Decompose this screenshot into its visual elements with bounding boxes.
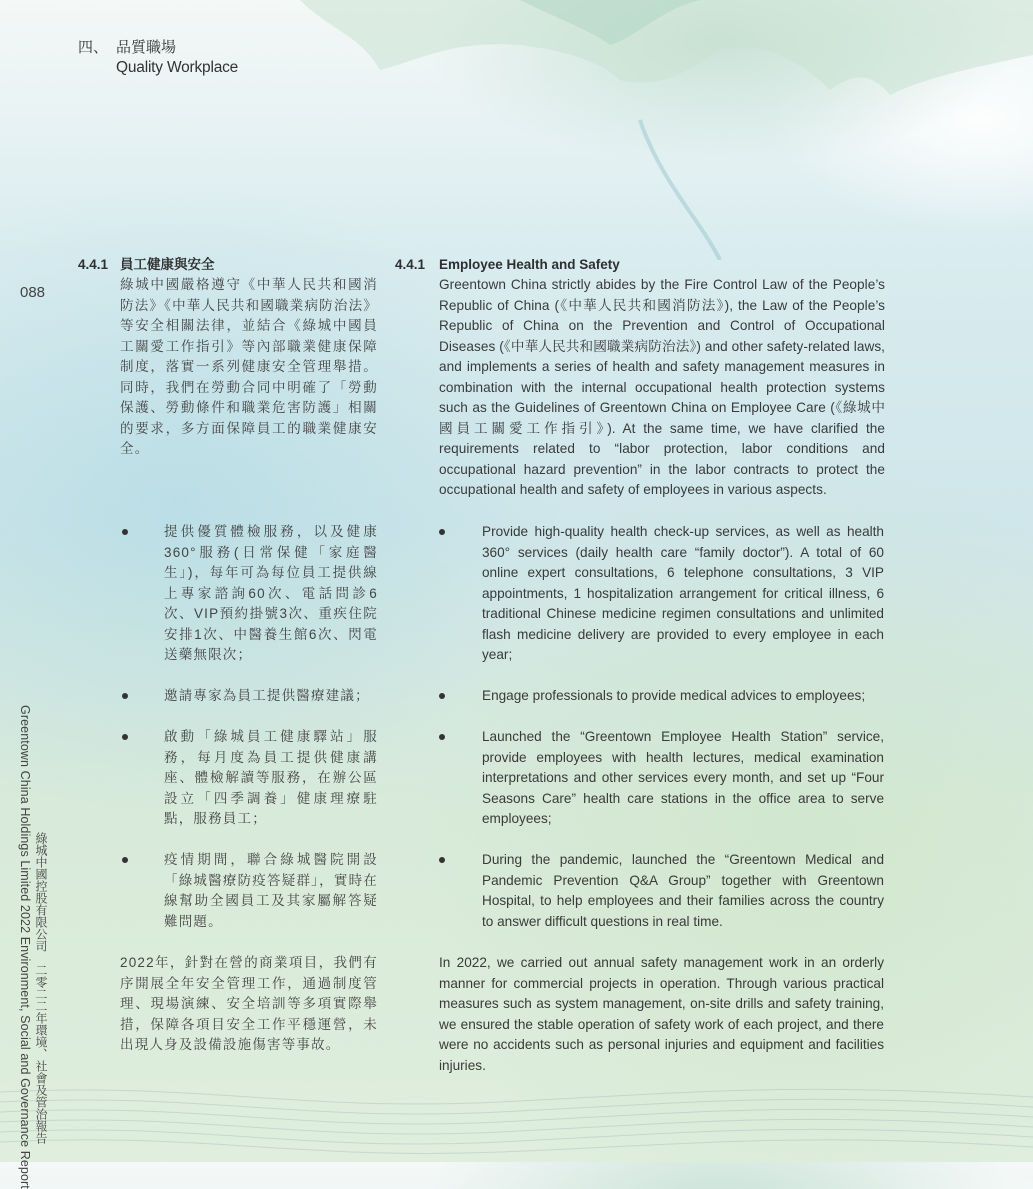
bullet-text-en: Launched the “Greentown Employee Health Station” service, provide employees with health lectures, medical examination interpretations and other services every month, and set up “Four Seasons Care” health care stations in the office area to serve employees; — [482, 729, 884, 826]
side-label-en: Greentown China Holdings Limited 2022 Environment, Social and Governance Report — [18, 705, 32, 1189]
section-zh — [78, 255, 378, 460]
bullet-text-en: Engage professionals to provide medical advices to employees; — [482, 688, 866, 703]
bullet-icon — [439, 734, 445, 740]
intro-paragraph-zh: 綠城中國嚴格遵守《中華人民共和國消防法》《中華人民共和國職業病防治法》等安全相關法律，並結合《綠城中國員工關愛工作指引》等內部職業健康保障制度，落實一系列健康安全管理舉措。同時，我們在勞動合同中明確了「勞動保護、勞動條件和職業危害防護」相關的要求，多方面保障員工的職業健康安全。 — [120, 277, 378, 456]
bullet-icon — [122, 857, 128, 863]
closing-paragraph-zh: 2022年，針對在營的商業項目，我們有序開展全年安全管理工作，通過制度管理、現場演練、安全培訓等多項實際舉措，保障各項目安全工作平穩運營，未出現人身及設備設施傷害等事故。 — [120, 955, 378, 1052]
chapter-heading — [78, 38, 238, 78]
list-item — [439, 522, 884, 666]
section-number-en: 4.4.1 — [395, 257, 426, 272]
section-number-zh: 4.4.1 — [78, 257, 109, 272]
section-en — [395, 255, 885, 501]
list-item — [122, 850, 378, 932]
list-item — [439, 727, 884, 830]
list-item — [439, 686, 884, 707]
bullet-icon — [122, 693, 128, 699]
list-item — [122, 727, 378, 830]
bullet-icon — [439, 529, 445, 535]
bullet-text-zh: 提供優質體檢服務，以及健康360°服務(日常保健「家庭醫生」)，每年可為每位員工提供線上專家諮詢60次、電話問診6次、VIP預約掛號3次、重疾住院安排1次、中醫養生館6次、閃電送藥無限次； — [164, 524, 378, 662]
bullet-icon — [122, 734, 128, 740]
chapter-number: 四、 — [78, 39, 109, 56]
chapter-title-zh: 品質職場 — [116, 39, 177, 56]
section-heading-en — [395, 255, 885, 275]
bullet-text-zh: 邀請專家為員工提供醫療建議； — [164, 688, 370, 703]
list-item — [439, 850, 884, 932]
bullet-text-zh: 啟動「綠城員工健康驛站」服務，每月度為員工提供健康講座、體檢解讀等服務，在辦公區設立「四季調養」健康理療駐點，服務員工； — [164, 729, 378, 826]
bullet-icon — [439, 857, 445, 863]
intro-paragraph-en: Greentown China strictly abides by the Fire Control Law of the People’s Republic of China (《中華人民共和國消防法》), the Law of the People’s Republic of China on the Prevention and Control of Occupational Diseases (《中華人民共和國職業病防治法》) and other safety-related laws, and implements a series of health and safety management measures in combination with the internal occupational health protection systems such as the Guidelines of Greentown China on Employee Care (《綠城中國員工關愛工作指引》). At the same time, we have clarified the requirements related to “labor protection, labor conditions and occupational hazard prevention” in the labor contracts to protect the occupational health and safety of employees in various aspects. — [439, 277, 885, 497]
section-title-zh: 員工健康與安全 — [120, 257, 215, 272]
page-number: 088 — [20, 284, 46, 301]
chapter-title-en: Quality Workplace — [116, 59, 239, 76]
list-item — [122, 522, 378, 666]
bullet-text-en: Provide high-quality health check-up services, as well as health 360° services (daily health care “family doctor”). A total of 60 online expert consultations, 6 telephone consultations, 3 VIP appointments, 1 hospitalization arrangement for critical illness, 6 traditional Chinese medicine regimen consultations and unlimited flash medicine delivery are provided to every employee in each year; — [482, 524, 884, 662]
list-item — [122, 686, 378, 707]
bullet-icon — [122, 529, 128, 535]
bullet-text-en: During the pandemic, launched the “Greentown Medical and Pandemic Prevention Q&A Group” together with Greentown Hospital, to help employees and their families across the country to answer difficult questions in real time. — [482, 852, 884, 929]
side-label-zh: 綠城中國控股有限公司 二零二二年環境、社會及管治報告 — [34, 832, 48, 1144]
section-title-en: Employee Health and Safety — [439, 257, 620, 272]
bullet-icon — [439, 693, 445, 699]
bullet-text-zh: 疫情期間，聯合綠城醫院開設「綠城醫療防疫答疑群」，實時在線幫助全國員工及其家屬解答疑難問題。 — [164, 852, 378, 929]
section-heading-zh — [78, 255, 378, 275]
closing-paragraph-en: In 2022, we carried out annual safety management work in an orderly manner for commercial projects in operation. Through various practical measures such as system management, on-site drills and safety training, we ensured the stable operation of safety work of each project, and there were no accidents such as personal injuries and equipment and facilities injuries. — [439, 955, 884, 1073]
